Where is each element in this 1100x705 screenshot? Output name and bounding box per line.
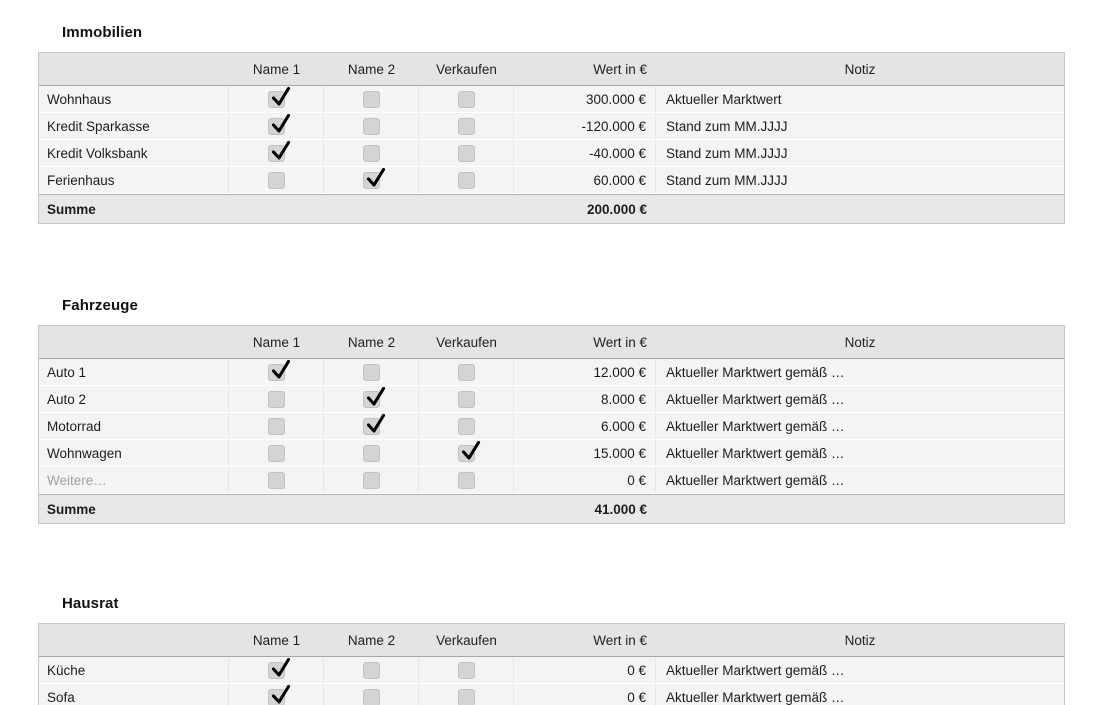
wert-cell[interactable]: 8.000 €	[514, 386, 656, 412]
checkmark-icon	[461, 440, 481, 461]
checkbox-cell-name1[interactable]	[229, 113, 324, 139]
checkbox-unchecked[interactable]	[363, 662, 380, 679]
table-header-row	[39, 53, 1064, 86]
row-label-cell[interactable]: Wohnwagen	[39, 440, 229, 466]
checkbox-cell-verkaufen[interactable]	[419, 467, 514, 493]
checkbox-cell-name2[interactable]	[324, 140, 419, 166]
checkbox-unchecked[interactable]	[268, 172, 285, 189]
section-title: Immobilien	[62, 24, 143, 41]
column-header-name1: Name 1	[252, 61, 301, 77]
checkbox-unchecked[interactable]	[268, 391, 285, 408]
checkbox-cell-name1[interactable]	[229, 359, 324, 385]
checkbox-cell-name1[interactable]	[229, 657, 324, 683]
summe-empty-cell	[324, 495, 419, 523]
checkmark-icon	[271, 113, 291, 134]
column-header-wert: Wert in €	[593, 632, 647, 648]
checkbox-unchecked[interactable]	[268, 472, 285, 489]
table-row	[39, 467, 1064, 494]
checkbox-checked[interactable]	[268, 145, 285, 162]
checkbox-cell-name2[interactable]	[324, 113, 419, 139]
notiz-cell[interactable]: Stand zum MM.JJJJ	[666, 172, 788, 188]
checkbox-unchecked[interactable]	[458, 172, 475, 189]
checkbox-cell-verkaufen[interactable]	[419, 657, 514, 683]
checkbox-checked[interactable]	[363, 172, 380, 189]
checkmark-icon	[271, 684, 291, 705]
checkbox-unchecked[interactable]	[363, 145, 380, 162]
section-title: Hausrat	[62, 595, 119, 612]
checkbox-unchecked[interactable]	[458, 689, 475, 705]
column-header-wert: Wert in €	[593, 334, 647, 350]
column-header-empty	[39, 326, 229, 358]
table-row	[39, 359, 1064, 386]
summe-notiz-cell	[656, 495, 1064, 523]
table-row	[39, 86, 1064, 113]
checkbox-checked[interactable]	[363, 418, 380, 435]
notiz-cell[interactable]: Aktueller Marktwert gemäß …	[666, 391, 845, 407]
checkmark-icon	[366, 167, 386, 188]
column-header-name2: Name 2	[347, 61, 396, 77]
checkmark-icon	[366, 386, 386, 407]
checkbox-unchecked[interactable]	[458, 364, 475, 381]
row-label-cell[interactable]: Auto 1	[39, 359, 229, 385]
summe-label-cell[interactable]: Summe	[47, 201, 96, 217]
wert-cell[interactable]: 0 €	[514, 657, 656, 683]
checkbox-cell-name2[interactable]	[324, 684, 419, 705]
row-label-cell[interactable]: Sofa	[39, 684, 229, 705]
checkbox-checked[interactable]	[268, 662, 285, 679]
table-row	[39, 684, 1064, 705]
checkmark-icon	[366, 413, 386, 434]
table-header-row	[39, 326, 1064, 359]
checkmark-icon	[271, 86, 291, 107]
summe-empty-cell	[229, 495, 324, 523]
checkbox-unchecked[interactable]	[268, 445, 285, 462]
row-label-cell[interactable]: Küche	[39, 657, 229, 683]
notiz-cell[interactable]: Aktueller Marktwert gemäß …	[666, 689, 845, 705]
table-header-row	[39, 624, 1064, 657]
row-label-cell[interactable]: Motorrad	[39, 413, 229, 439]
table-row	[39, 386, 1064, 413]
notiz-cell[interactable]: Aktueller Marktwert gemäß …	[666, 662, 845, 678]
asset-table	[38, 325, 1065, 524]
checkbox-cell-verkaufen[interactable]	[419, 113, 514, 139]
notiz-cell[interactable]: Aktueller Marktwert gemäß …	[666, 472, 845, 488]
wert-cell[interactable]: -40.000 €	[514, 140, 656, 166]
checkbox-checked[interactable]	[268, 91, 285, 108]
checkbox-checked[interactable]	[268, 118, 285, 135]
checkbox-cell-name2[interactable]	[324, 86, 419, 112]
checkmark-icon	[271, 359, 291, 380]
column-header-notiz: Notiz	[844, 334, 876, 350]
table-row	[39, 440, 1064, 467]
summe-empty-cell	[229, 195, 324, 223]
wert-cell[interactable]: 60.000 €	[514, 167, 656, 193]
checkbox-cell-verkaufen[interactable]	[419, 386, 514, 412]
column-header-verkaufen: Verkaufen	[436, 334, 497, 350]
checkbox-cell-name1[interactable]	[229, 86, 324, 112]
checkbox-cell-name1[interactable]	[229, 467, 324, 493]
table-row	[39, 113, 1064, 140]
wert-cell[interactable]: 0 €	[514, 467, 656, 493]
checkbox-cell-name1[interactable]	[229, 167, 324, 193]
summe-value-cell[interactable]: 41.000 €	[594, 501, 647, 517]
column-header-notiz: Notiz	[844, 61, 876, 77]
checkbox-cell-name2[interactable]	[324, 467, 419, 493]
notiz-cell[interactable]: Aktueller Marktwert gemäß …	[666, 364, 845, 380]
checkbox-unchecked[interactable]	[363, 364, 380, 381]
checkbox-cell-name1[interactable]	[229, 684, 324, 705]
summe-label-cell[interactable]: Summe	[47, 501, 96, 517]
checkbox-cell-name2[interactable]	[324, 413, 419, 439]
row-label-cell[interactable]: Ferienhaus	[39, 167, 229, 193]
checkbox-cell-verkaufen[interactable]	[419, 167, 514, 193]
checkbox-cell-name2[interactable]	[324, 167, 419, 193]
notiz-cell[interactable]: Aktueller Marktwert gemäß …	[666, 445, 845, 461]
checkmark-icon	[271, 140, 291, 161]
checkbox-unchecked[interactable]	[268, 418, 285, 435]
table-row	[39, 657, 1064, 684]
checkbox-unchecked[interactable]	[458, 145, 475, 162]
column-header-empty	[39, 53, 229, 85]
checkbox-cell-name1[interactable]	[229, 140, 324, 166]
checkbox-cell-verkaufen[interactable]	[419, 413, 514, 439]
checkbox-cell-name1[interactable]	[229, 386, 324, 412]
table-row	[39, 167, 1064, 194]
asset-table-section	[38, 595, 1065, 705]
row-label-cell[interactable]: Weitere…	[39, 467, 229, 493]
table-row	[39, 413, 1064, 440]
summe-value-cell[interactable]: 200.000 €	[586, 201, 647, 217]
checkbox-unchecked[interactable]	[458, 91, 475, 108]
notiz-cell[interactable]: Stand zum MM.JJJJ	[666, 118, 788, 134]
wert-cell[interactable]: 6.000 €	[514, 413, 656, 439]
checkbox-cell-name1[interactable]	[229, 440, 324, 466]
checkbox-unchecked[interactable]	[363, 445, 380, 462]
asset-table	[38, 623, 1065, 705]
wert-cell[interactable]: 300.000 €	[514, 86, 656, 112]
checkbox-cell-name2[interactable]	[324, 440, 419, 466]
asset-table	[38, 52, 1065, 224]
checkbox-checked[interactable]	[363, 391, 380, 408]
asset-table-section	[38, 24, 1065, 224]
column-header-wert: Wert in €	[593, 61, 647, 77]
section-title: Fahrzeuge	[62, 297, 138, 314]
column-header-notiz: Notiz	[844, 632, 876, 648]
checkbox-checked[interactable]	[458, 445, 475, 462]
summe-row	[39, 194, 1064, 223]
checkbox-unchecked[interactable]	[458, 118, 475, 135]
asset-table-section	[38, 297, 1065, 524]
table-row	[39, 140, 1064, 167]
wert-cell[interactable]: 15.000 €	[514, 440, 656, 466]
column-header-verkaufen: Verkaufen	[436, 632, 497, 648]
checkbox-cell-verkaufen[interactable]	[419, 140, 514, 166]
summe-notiz-cell	[656, 195, 1064, 223]
summe-empty-cell	[419, 195, 514, 223]
row-label-cell[interactable]: Kredit Volksbank	[39, 140, 229, 166]
row-label-cell[interactable]: Wohnhaus	[39, 86, 229, 112]
wert-cell[interactable]: -120.000 €	[514, 113, 656, 139]
checkbox-cell-verkaufen[interactable]	[419, 86, 514, 112]
summe-empty-cell	[324, 195, 419, 223]
checkbox-cell-name2[interactable]	[324, 359, 419, 385]
checkbox-unchecked[interactable]	[458, 472, 475, 489]
wert-cell[interactable]: 0 €	[514, 684, 656, 705]
column-header-name2: Name 2	[347, 334, 396, 350]
checkbox-unchecked[interactable]	[363, 472, 380, 489]
row-label-cell[interactable]: Auto 2	[39, 386, 229, 412]
checkbox-cell-name2[interactable]	[324, 657, 419, 683]
checkbox-unchecked[interactable]	[363, 118, 380, 135]
column-header-name1: Name 1	[252, 334, 301, 350]
row-label-cell[interactable]: Kredit Sparkasse	[39, 113, 229, 139]
checkbox-unchecked[interactable]	[458, 391, 475, 408]
checkbox-cell-verkaufen[interactable]	[419, 684, 514, 705]
checkbox-unchecked[interactable]	[363, 689, 380, 705]
column-header-name1: Name 1	[252, 632, 301, 648]
checkbox-checked[interactable]	[268, 689, 285, 705]
checkmark-icon	[271, 657, 291, 678]
column-header-name2: Name 2	[347, 632, 396, 648]
checkbox-checked[interactable]	[268, 364, 285, 381]
summe-empty-cell	[419, 495, 514, 523]
wert-cell[interactable]: 12.000 €	[514, 359, 656, 385]
checkbox-cell-verkaufen[interactable]	[419, 359, 514, 385]
checkbox-cell-name2[interactable]	[324, 386, 419, 412]
notiz-cell[interactable]: Aktueller Marktwert	[666, 91, 782, 107]
checkbox-unchecked[interactable]	[458, 418, 475, 435]
checkbox-unchecked[interactable]	[363, 91, 380, 108]
checkbox-cell-verkaufen[interactable]	[419, 440, 514, 466]
summe-row	[39, 494, 1064, 523]
notiz-cell[interactable]: Stand zum MM.JJJJ	[666, 145, 788, 161]
column-header-empty	[39, 624, 229, 656]
notiz-cell[interactable]: Aktueller Marktwert gemäß …	[666, 418, 845, 434]
column-header-verkaufen: Verkaufen	[436, 61, 497, 77]
checkbox-unchecked[interactable]	[458, 662, 475, 679]
checkbox-cell-name1[interactable]	[229, 413, 324, 439]
